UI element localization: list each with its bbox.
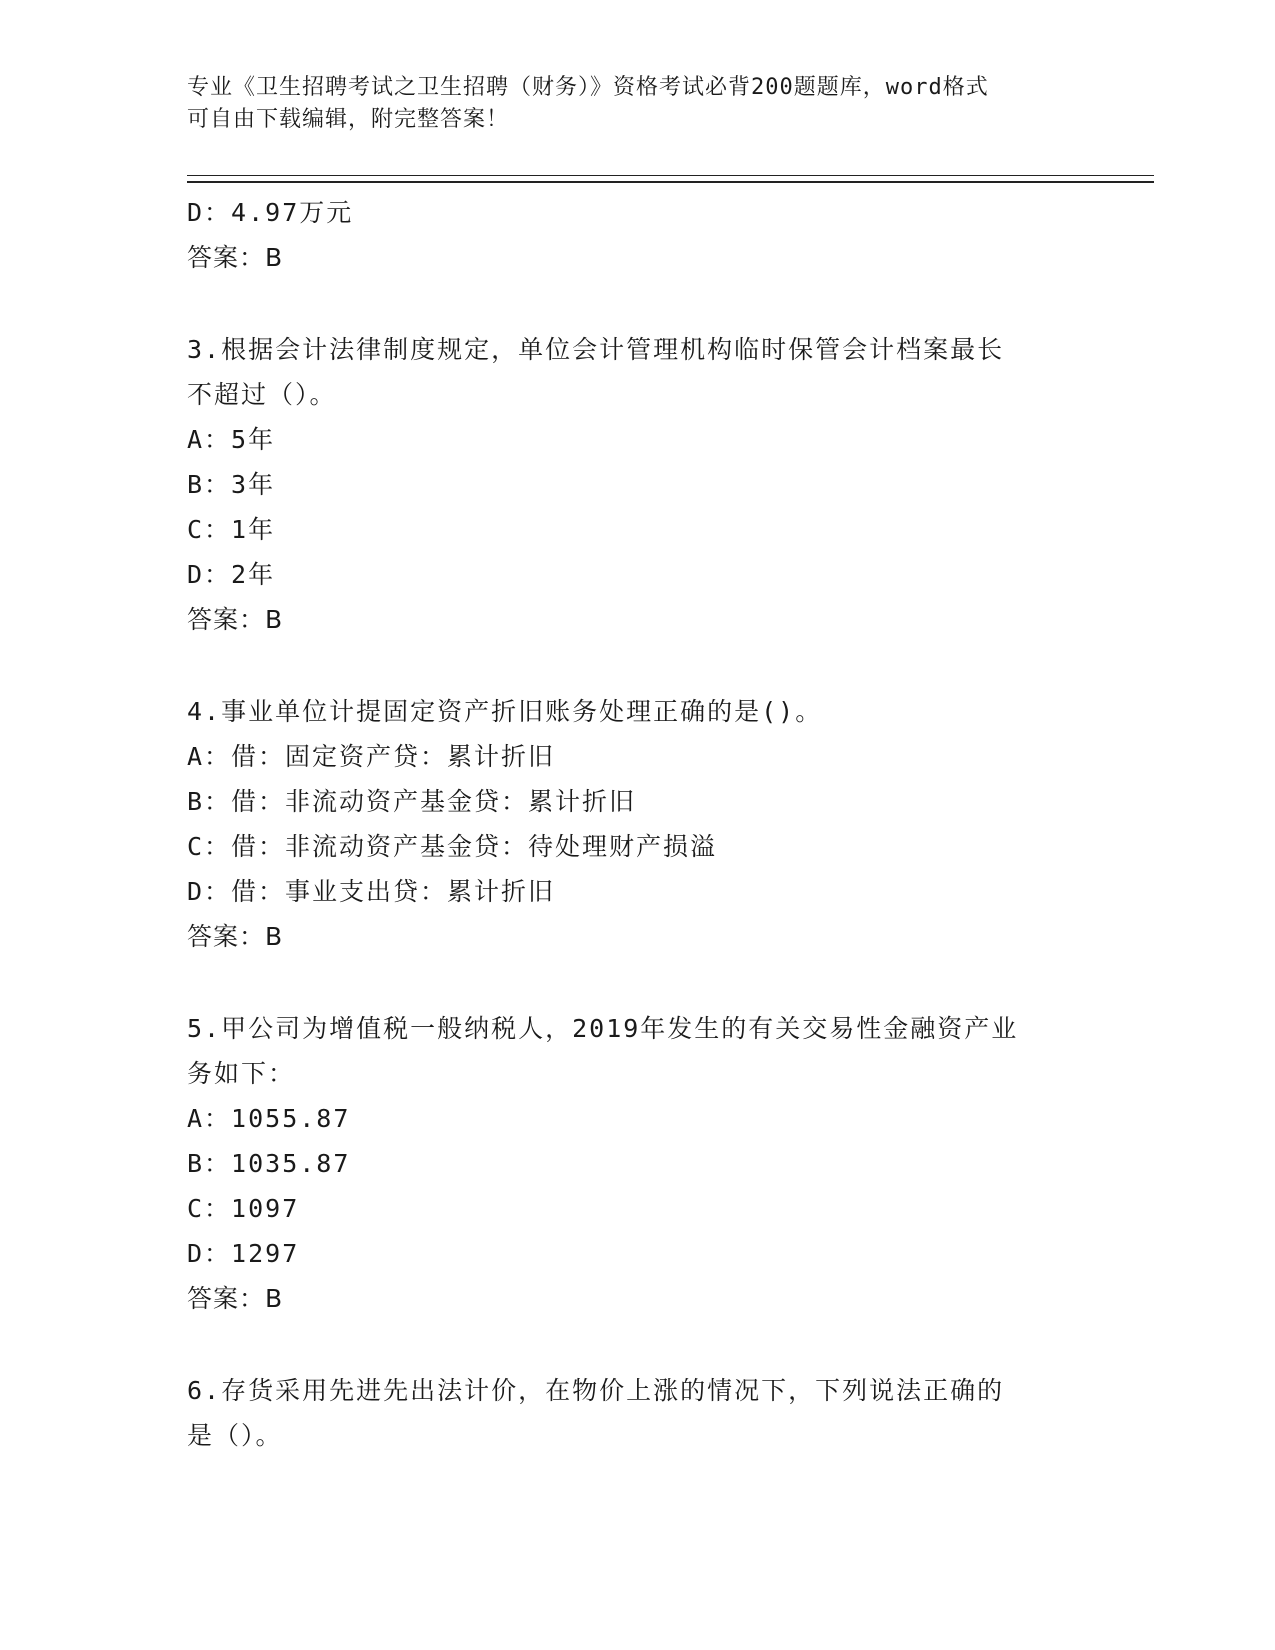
question-3 [187, 327, 1067, 642]
option-d: D：4.97万元 [187, 198, 354, 227]
page-header [187, 72, 1067, 136]
spacer [187, 959, 1067, 1006]
option-c: C：借：非流动资产基金贷：待处理财产损溢 [187, 832, 718, 861]
header-rule-thin [187, 175, 1154, 176]
option-a: A：1055.87 [187, 1104, 351, 1133]
option-c: C：1年 [187, 515, 276, 544]
question-6 [187, 1368, 1067, 1458]
question-text-line-1: 6.存货采用先进先出法计价，在物价上涨的情况下，下列说法正确的 [187, 1376, 1005, 1405]
option-d: D：2年 [187, 560, 276, 589]
question-text-line-2: 不超过（）。 [187, 380, 337, 409]
header-line-1: 专业《卫生招聘考试之卫生招聘（财务）》资格考试必背200题题库，word格式 [187, 75, 989, 100]
question-text-line-1: 3.根据会计法律制度规定，单位会计管理机构临时保管会计档案最长 [187, 335, 1005, 364]
option-b: B：3年 [187, 470, 276, 499]
spacer [187, 1321, 1067, 1368]
answer: 答案：B [187, 1284, 284, 1313]
option-b: B：1035.87 [187, 1149, 351, 1178]
option-a: A：借：固定资产贷：累计折旧 [187, 742, 556, 771]
answer: 答案：B [187, 243, 284, 272]
option-b: B：借：非流动资产基金贷：累计折旧 [187, 787, 637, 816]
question-text-line-2: 是（）。 [187, 1421, 283, 1450]
header-line-2: 可自由下载编辑，附完整答案！ [187, 107, 510, 132]
spacer [187, 642, 1067, 689]
option-d: D：借：事业支出贷：累计折旧 [187, 877, 556, 906]
header-rule-thick [187, 181, 1154, 183]
option-d: D：1297 [187, 1239, 300, 1268]
spacer [187, 280, 1067, 327]
question-list [187, 190, 1067, 1458]
question-text-line-1: 5.甲公司为增值税一般纳税人，2019年发生的有关交易性金融资产业 [187, 1014, 1019, 1043]
answer: 答案：B [187, 922, 284, 951]
question-5 [187, 1006, 1067, 1321]
question-text-line-2: 务如下： [187, 1059, 296, 1088]
option-c: C：1097 [187, 1194, 300, 1223]
option-a: A：5年 [187, 425, 276, 454]
question-2-tail [187, 190, 1067, 280]
answer: 答案：B [187, 605, 284, 634]
question-text-line-1: 4.事业单位计提固定资产折旧账务处理正确的是()。 [187, 697, 823, 726]
question-4 [187, 689, 1067, 959]
